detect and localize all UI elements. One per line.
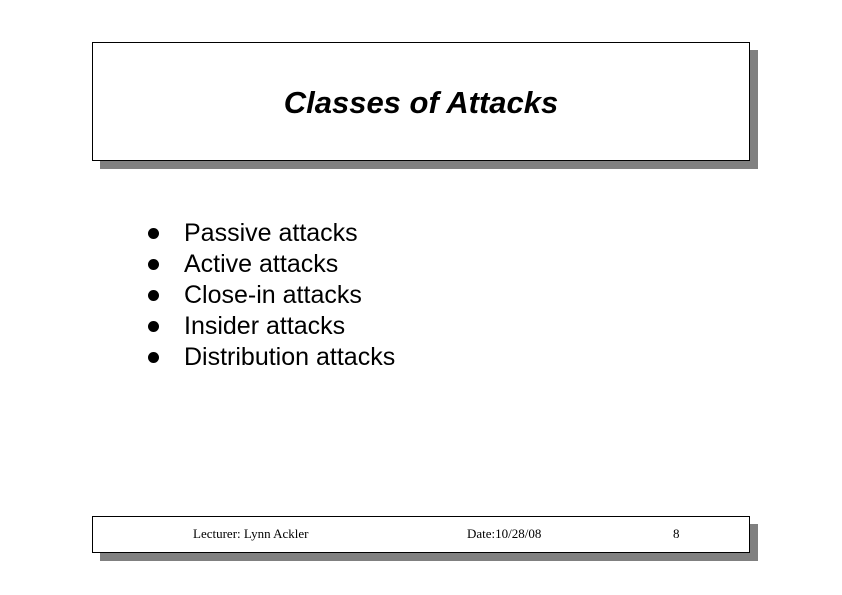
footer-date: Date:10/28/08	[467, 526, 542, 541]
list-item	[148, 249, 395, 280]
bullet-text: Passive attacks	[184, 219, 358, 247]
bullet-text: Close-in attacks	[184, 281, 362, 309]
page-number: 8	[673, 526, 680, 541]
bullet-text: Active attacks	[184, 250, 339, 278]
bullet-icon	[148, 321, 159, 332]
bullet-icon	[148, 290, 159, 301]
list-item	[148, 280, 395, 311]
footer-box	[92, 516, 750, 553]
bullet-text: Insider attacks	[184, 312, 346, 340]
bullet-list	[148, 218, 395, 373]
bullet-icon	[148, 352, 159, 363]
title-box	[92, 42, 750, 161]
bullet-icon	[148, 228, 159, 239]
footer-lecturer: Lecturer: Lynn Ackler	[193, 526, 309, 541]
bullet-icon	[148, 259, 159, 270]
slide-title: Classes of Attacks	[283, 84, 559, 120]
list-item	[148, 342, 395, 373]
list-item	[148, 218, 395, 249]
list-item	[148, 311, 395, 342]
bullet-text: Distribution attacks	[184, 343, 396, 371]
